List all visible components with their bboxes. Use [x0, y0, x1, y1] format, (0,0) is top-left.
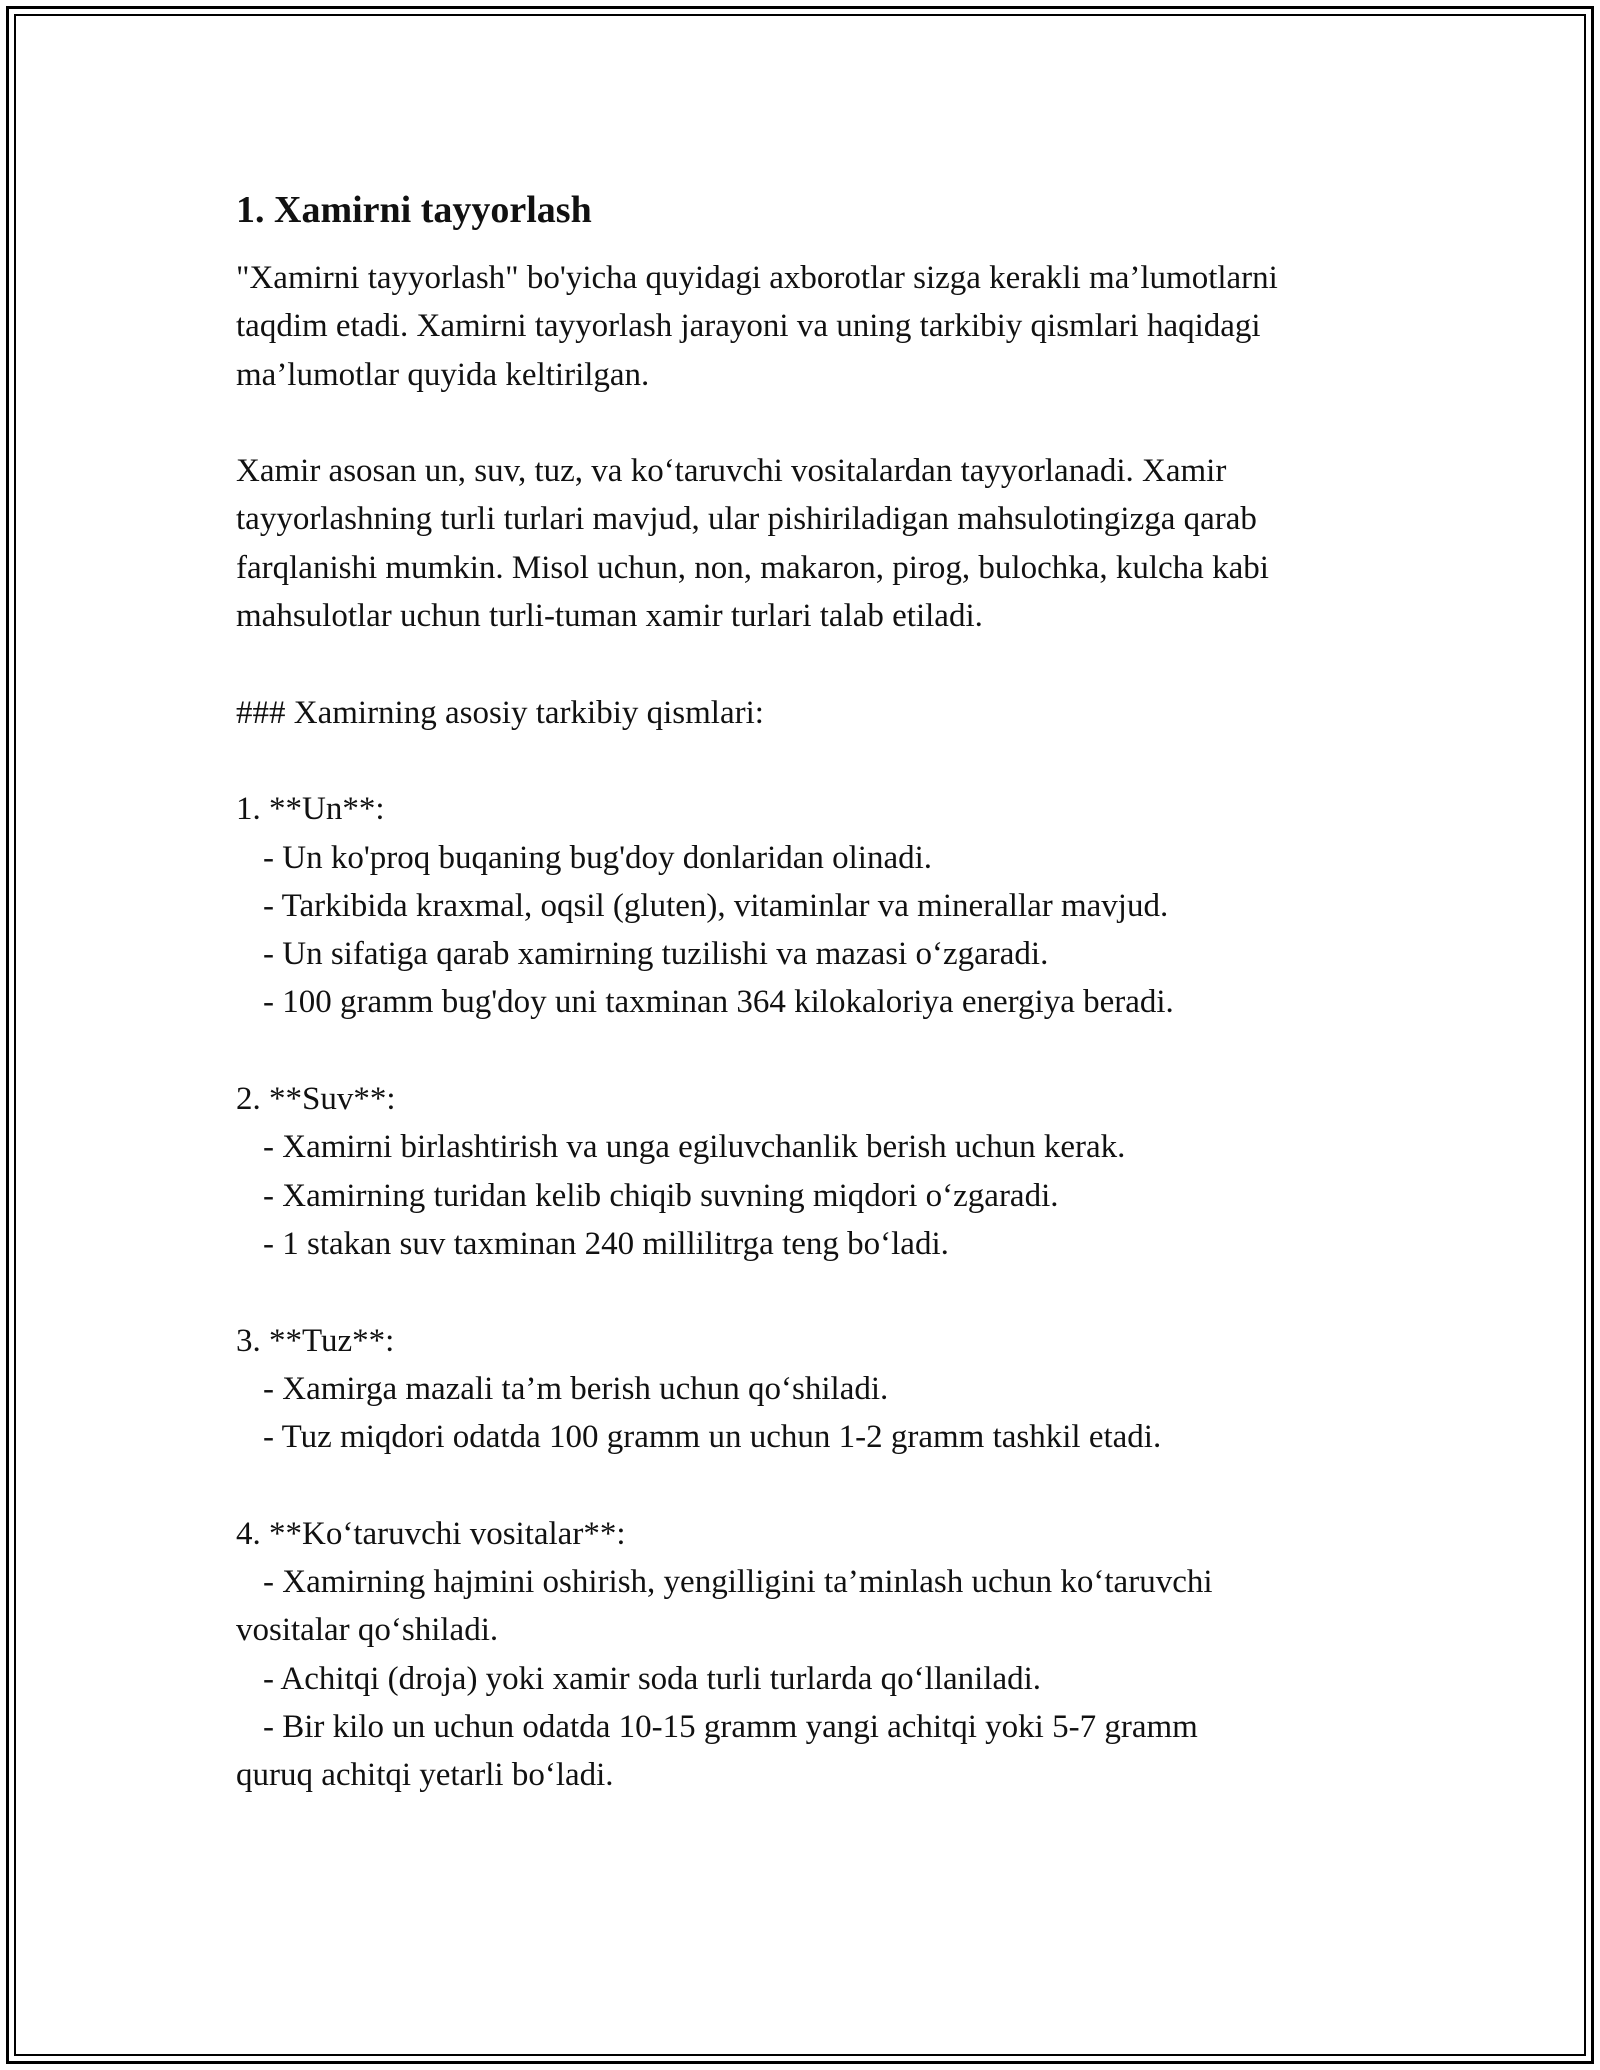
list-item: - Xamirning hajmini oshirish, yengilligini ta’minlash uchun ko‘taruvchi: [263, 1564, 1213, 1601]
section-un: [236, 785, 1366, 1026]
list-item: - 100 gramm bug'doy uni taxminan 364 kilokaloriya energiya beradi.: [263, 984, 1174, 1021]
list-item-continuation: quruq achitqi yetarli bo‘ladi.: [236, 1757, 614, 1794]
section-suv: [236, 1075, 1366, 1268]
description-paragraph: Xamir asosan un, suv, tuz, va ko‘taruvchi vositalardan tayyorlanadi. Xamir tayyorlashning turli turlari mavjud, ular pishiriladigan mahsulotingizga qarab farqlanishi mumkin. Misol uchun, non, makaron, pirog, bulochka, kulcha kabi mahsulotlar uchun turli-tuman xamir turlari talab etiladi.: [236, 453, 1269, 635]
section-kotaruvchi: [236, 1510, 1366, 1800]
list-item-continuation: vositalar qo‘shiladi.: [236, 1612, 499, 1649]
section-title: 1. **Un**:: [236, 791, 385, 828]
list-item: - Achitqi (droja) yoki xamir soda turli turlarda qo‘llaniladi.: [263, 1660, 1042, 1697]
intro-paragraph: "Xamirni tayyorlash" bo'yicha quyidagi axborotlar sizga kerakli ma’lumotlarni taqdim etadi. Xamirni tayyorlash jarayoni va uning tarkibiy qismlari haqidagi ma’lumotlar quyida keltirilgan.: [236, 260, 1278, 393]
list-item: - Xamirning turidan kelib chiqib suvning miqdori o‘zgaradi.: [263, 1177, 1059, 1214]
list-item: - 1 stakan suv taxminan 240 millilitrga teng bo‘ladi.: [263, 1225, 949, 1262]
list-item: - Tuz miqdori odatda 100 gramm un uchun 1-2 gramm tashkil etadi.: [263, 1419, 1162, 1456]
list-item: - Un ko'proq buqaning bug'doy donlaridan olinadi.: [263, 839, 933, 876]
list-item: - Bir kilo un uchun odatda 10-15 gramm yangi achitqi yoki 5-7 gramm: [263, 1708, 1198, 1745]
list-item: - Un sifatiga qarab xamirning tuzilishi va mazasi o‘zgaradi.: [263, 936, 1049, 973]
section-title: 4. **Ko‘taruvchi vositalar**:: [236, 1515, 626, 1552]
list-item: - Xamirni birlashtirish va unga egiluvchanlik berish uchun kerak.: [263, 1129, 1126, 1166]
list-item: - Xamirga mazali ta’m berish uchun qo‘shiladi.: [263, 1370, 889, 1407]
document-body: [236, 186, 1366, 1800]
section-title: 3. **Tuz**:: [236, 1322, 395, 1359]
list-item: - Tarkibida kraxmal, oqsil (gluten), vitaminlar va minerallar mavjud.: [263, 887, 1169, 924]
section-tuz: [236, 1317, 1366, 1462]
section-title: 2. **Suv**:: [236, 1081, 396, 1118]
section-heading: 1. Xamirni tayyorlash: [236, 189, 592, 231]
subheading: ### Xamirning asosiy tarkibiy qismlari:: [236, 694, 764, 731]
